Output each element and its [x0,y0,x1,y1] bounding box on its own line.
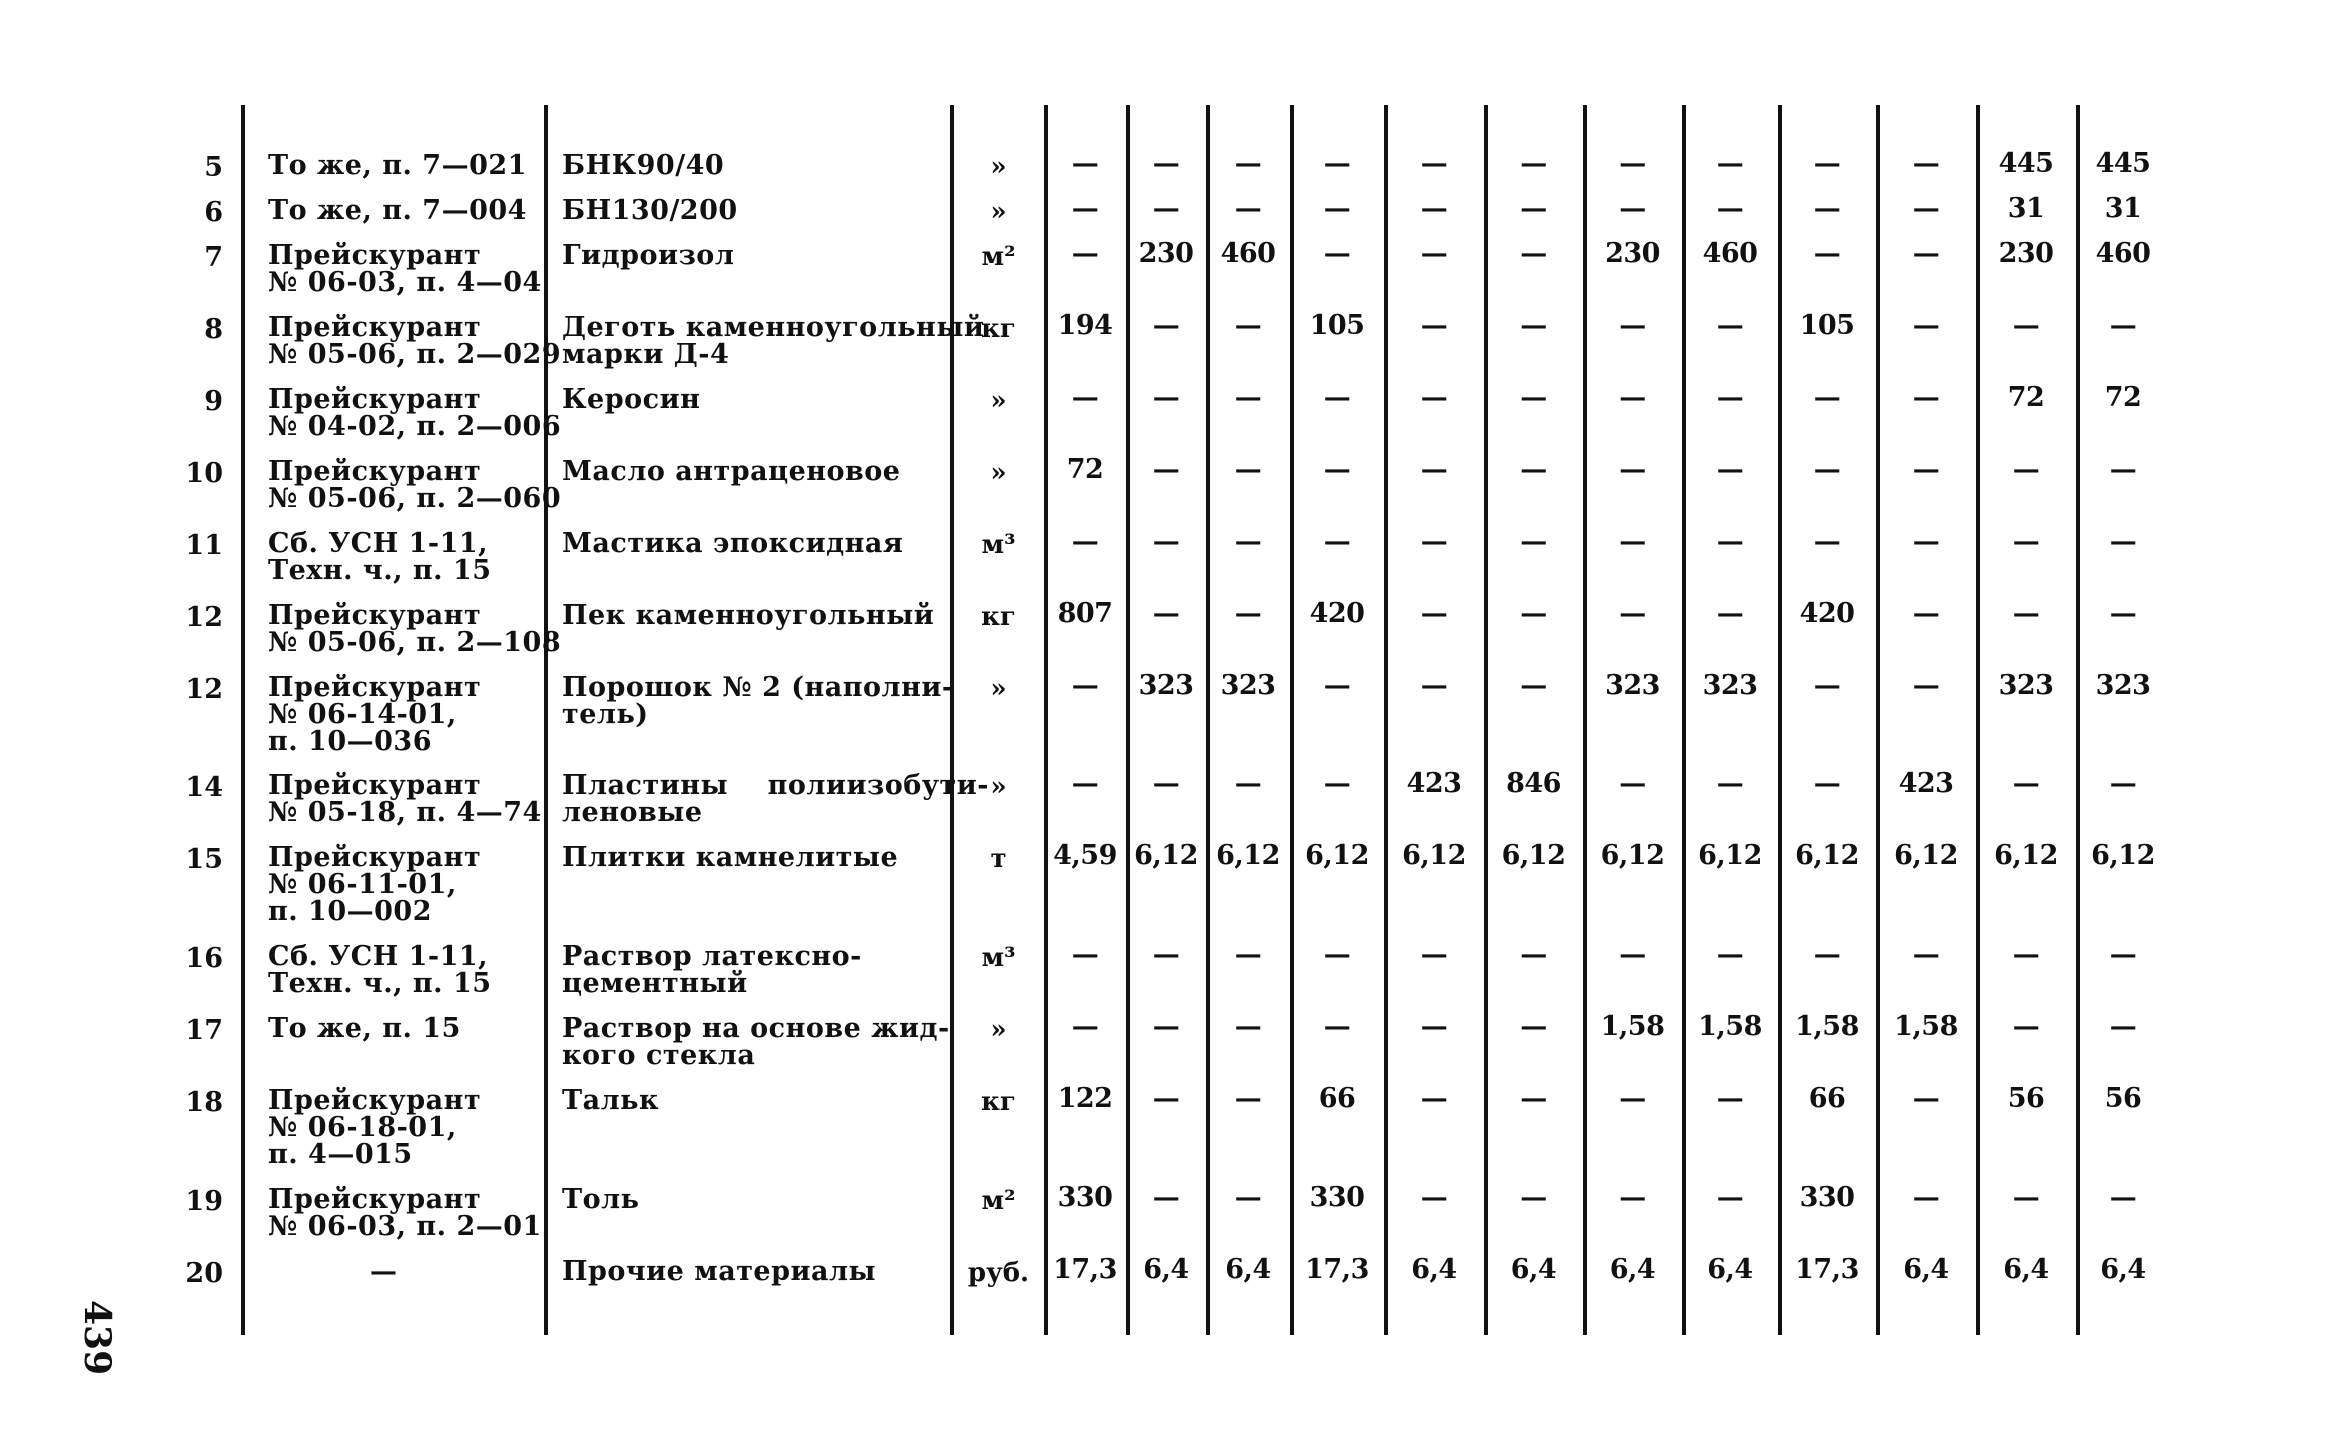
source-reference-line: № 06-14-01, [268,699,457,730]
column-divider [1682,105,1686,1335]
quantity-cell: — [1716,382,1744,413]
quantity-cell: 420 [1309,598,1365,629]
quantity-cell: — [1520,526,1547,557]
quantity-cell: 56 [2104,1083,2142,1114]
quantity-cell: 6,12 [1698,840,1762,871]
quantity-cell: — [1520,1182,1547,1213]
quantity-cell: 66 [1318,1083,1356,1114]
quantity-cell: 445 [2095,148,2151,179]
quantity-cell: — [1716,598,1744,629]
row-number: 10 [185,458,223,489]
row-number: 19 [185,1186,223,1217]
quantity-cell: 6,12 [1600,840,1665,871]
material-name-line: Толь [562,1184,640,1215]
source-reference-line: № 05-06, п. 2—108 [268,627,562,658]
quantity-cell: — [1912,598,1940,629]
quantity-cell: 56 [2007,1083,2045,1114]
quantity-cell: 4,59 [1053,840,1117,871]
row-number: 12 [185,602,223,633]
unit-of-measure: » [990,458,1007,488]
quantity-cell: — [1716,768,1744,799]
quantity-cell: — [1420,526,1448,557]
quantity-cell: — [2109,1182,2137,1213]
quantity-cell: — [1813,526,1841,557]
source-reference-line: № 06-03, п. 4—04 [268,267,542,298]
quantity-cell: — [1420,382,1448,413]
quantity-cell: 17,3 [1053,1254,1117,1285]
source-reference-line: То же, п. 7—021 [268,150,527,181]
quantity-cell: — [1234,454,1262,485]
quantity-cell: — [1323,768,1351,799]
quantity-cell: 66 [1808,1083,1846,1114]
column-divider [1384,105,1388,1335]
material-name-line: Пластины полиизобути- [562,770,990,801]
column-divider [1484,105,1488,1335]
row-number: 20 [185,1258,223,1289]
column-divider [1290,105,1294,1335]
row-number: 14 [185,772,223,803]
source-reference-line: № 06-18-01, [268,1112,457,1143]
row-number: 12 [185,674,223,705]
source-reference-line: Сб. УСН 1-11, [268,528,489,559]
quantity-cell: — [1420,193,1448,224]
source-reference-line: То же, п. 7—004 [268,195,527,226]
quantity-cell: 31 [2007,193,2045,224]
quantity-cell: 6,12 [1305,840,1369,871]
quantity-cell: — [1912,148,1940,179]
unit-of-measure: т [990,844,1007,874]
column-divider [2076,105,2080,1335]
quantity-cell: 460 [1220,238,1276,269]
quantity-cell: — [1234,939,1262,970]
row-number: 9 [204,386,223,417]
quantity-cell: 323 [1220,670,1276,701]
unit-of-measure: кг [981,602,1016,632]
quantity-cell: — [1813,193,1841,224]
quantity-cell: — [1619,382,1646,413]
quantity-cell: — [1071,382,1099,413]
material-name-line: Прочие материалы [562,1256,877,1287]
quantity-cell: 460 [2095,238,2151,269]
material-name-line: Масло антраценовое [562,456,901,487]
quantity-cell: — [1323,148,1351,179]
quantity-cell: — [2109,1011,2137,1042]
quantity-cell: — [1234,1182,1262,1213]
unit-of-measure: » [990,674,1007,704]
quantity-cell: — [1520,148,1547,179]
material-name-line: Плитки камнелитые [562,842,899,873]
quantity-cell: — [2012,1011,2040,1042]
quantity-cell: — [1912,670,1940,701]
row-number: 7 [204,242,223,273]
quantity-cell: 323 [1998,670,2054,701]
quantity-cell: — [1234,193,1262,224]
quantity-cell: — [1323,193,1351,224]
quantity-cell: — [1071,193,1099,224]
unit-of-measure: м² [981,242,1016,272]
quantity-cell: — [1234,148,1262,179]
quantity-cell: 6,12 [1134,840,1198,871]
quantity-cell: — [1071,1011,1099,1042]
quantity-cell: 323 [1702,670,1758,701]
quantity-cell: 807 [1057,598,1113,629]
quantity-cell: — [1071,939,1099,970]
quantity-cell: — [1152,768,1180,799]
unit-of-measure: м³ [981,943,1016,973]
quantity-cell: 105 [1309,310,1365,341]
quantity-cell: — [1420,670,1448,701]
quantity-cell: — [1912,238,1940,269]
quantity-cell: — [1234,382,1262,413]
quantity-cell: 323 [2095,670,2151,701]
quantity-cell: — [1912,526,1940,557]
quantity-cell: 122 [1057,1083,1113,1114]
quantity-cell: 105 [1799,310,1855,341]
source-reference-line: Прейскурант [268,600,482,631]
quantity-cell: 1,58 [1795,1011,1859,1042]
source-reference-line: № 05-18, п. 4—74 [268,797,542,828]
quantity-cell: — [1071,768,1099,799]
quantity-cell: — [2012,939,2040,970]
column-divider [1206,105,1210,1335]
unit-of-measure: руб. [967,1258,1030,1288]
quantity-cell: 6,12 [1795,840,1859,871]
quantity-cell: — [1152,454,1180,485]
material-name-line: марки Д-4 [562,339,730,370]
quantity-cell: — [1813,454,1841,485]
quantity-cell: — [1619,454,1646,485]
unit-of-measure: » [990,1015,1007,1045]
source-reference-line: Прейскурант [268,842,482,873]
quantity-cell: — [1619,1083,1646,1114]
unit-of-measure: » [990,152,1007,182]
source-reference-line: № 05-06, п. 2—029 [268,339,562,370]
column-divider [1044,105,1048,1335]
quantity-cell: 1,58 [1600,1011,1665,1042]
material-name-line: БНК90/40 [562,150,725,181]
quantity-cell: — [1912,939,1940,970]
quantity-cell: — [1813,382,1841,413]
quantity-cell: — [1420,1182,1448,1213]
quantity-cell: — [1716,1182,1744,1213]
column-divider [1778,105,1782,1335]
unit-of-measure: м³ [981,530,1016,560]
quantity-cell: — [1420,1083,1448,1114]
material-name-line: Мастика эпоксидная [562,528,904,559]
source-reference-line: Прейскурант [268,1085,482,1116]
quantity-cell: — [2012,598,2040,629]
source-reference-line: № 06-03, п. 2—01 [268,1211,542,1242]
quantity-cell: 194 [1057,310,1113,341]
material-name-line: Тальк [562,1085,659,1116]
quantity-cell: 445 [1998,148,2054,179]
unit-of-measure: » [990,197,1007,227]
quantity-cell: 6,4 [1143,1254,1189,1285]
unit-of-measure: » [990,386,1007,416]
quantity-cell: — [1152,382,1180,413]
quantity-cell: — [1520,670,1547,701]
quantity-cell: 72 [1066,454,1104,485]
source-reference-line: Прейскурант [268,240,482,271]
material-name-line: цементный [562,968,748,999]
quantity-cell: — [1716,310,1744,341]
quantity-cell: 6,12 [1894,840,1958,871]
quantity-cell: — [1152,1011,1180,1042]
quantity-cell: 1,58 [1894,1011,1958,1042]
quantity-cell: — [1716,454,1744,485]
quantity-cell: — [1813,939,1841,970]
quantity-cell: 1,58 [1698,1011,1762,1042]
row-number: 11 [185,530,223,561]
source-reference-line: Прейскурант [268,384,482,415]
source-reference-line: То же, п. 15 [268,1013,461,1044]
quantity-cell: 72 [2007,382,2045,413]
quantity-cell: — [1152,1083,1180,1114]
quantity-cell: — [2109,454,2137,485]
material-name-line: БН130/200 [562,195,738,226]
quantity-cell: — [1323,382,1351,413]
quantity-cell: — [1234,1011,1262,1042]
row-number: 16 [185,943,223,974]
quantity-cell: 423 [1406,768,1462,799]
quantity-cell: — [1520,939,1547,970]
quantity-cell: — [1152,526,1180,557]
quantity-cell: — [2012,310,2040,341]
source-reference-line: Прейскурант [268,1184,482,1215]
quantity-cell: 6,4 [1510,1254,1557,1285]
quantity-cell: — [1071,238,1099,269]
quantity-cell: 6,12 [1994,840,2058,871]
quantity-cell: — [2012,526,2040,557]
quantity-cell: 6,12 [1216,840,1280,871]
quantity-cell: — [2012,1182,2040,1213]
quantity-cell: — [1912,1182,1940,1213]
quantity-cell: — [2109,768,2137,799]
quantity-cell: 6,4 [1411,1254,1457,1285]
quantity-cell: — [1420,310,1448,341]
source-reference-line: Сб. УСН 1-11, [268,941,489,972]
quantity-cell: — [2109,526,2137,557]
quantity-cell: — [2109,310,2137,341]
quantity-cell: 6,4 [2100,1254,2146,1285]
material-name-line: Раствор на основе жид- [562,1013,950,1044]
quantity-cell: — [1152,598,1180,629]
quantity-cell: — [1323,526,1351,557]
source-reference-line: Техн. ч., п. 15 [268,968,492,999]
quantity-cell: 6,4 [1903,1254,1949,1285]
quantity-cell: 420 [1799,598,1855,629]
quantity-cell: — [1520,1083,1547,1114]
quantity-cell: — [1152,310,1180,341]
quantity-cell: — [1912,454,1940,485]
quantity-cell: 230 [1605,238,1660,269]
source-reference-line: № 06-11-01, [268,869,457,900]
quantity-cell: — [1912,310,1940,341]
column-divider [544,105,548,1335]
quantity-cell: — [1152,939,1180,970]
quantity-cell: — [1520,598,1547,629]
row-number: 15 [185,844,223,875]
quantity-cell: — [2109,598,2137,629]
quantity-cell: 6,4 [1609,1254,1656,1285]
quantity-cell: — [1520,454,1547,485]
row-number: 6 [204,197,223,228]
quantity-cell: 6,12 [1501,840,1566,871]
quantity-cell: — [1912,382,1940,413]
quantity-cell: — [1619,1182,1646,1213]
quantity-cell: — [1234,310,1262,341]
material-name-line: кого стекла [562,1040,756,1071]
row-number: 5 [204,152,223,183]
quantity-cell: — [1071,670,1099,701]
quantity-cell: — [1619,526,1646,557]
quantity-cell: 230 [1138,238,1194,269]
source-reference-line: Прейскурант [268,770,482,801]
source-reference-line: п. 10—002 [268,896,432,927]
quantity-cell: 330 [1309,1182,1365,1213]
quantity-cell: — [1813,238,1841,269]
quantity-cell: — [1234,526,1262,557]
quantity-cell: 6,4 [2003,1254,2049,1285]
quantity-cell: — [1716,148,1744,179]
quantity-cell: 330 [1799,1182,1855,1213]
quantity-cell: — [1071,148,1099,179]
quantity-cell: — [2109,939,2137,970]
quantity-cell: — [1420,454,1448,485]
material-name-line: Деготь каменноугольный [562,312,985,343]
source-reference-line: Прейскурант [268,672,482,703]
quantity-cell: — [1420,939,1448,970]
quantity-cell: — [1420,148,1448,179]
quantity-cell: — [1152,148,1180,179]
quantity-cell: — [1813,670,1841,701]
quantity-cell: — [1520,1011,1547,1042]
row-number: 18 [185,1087,223,1118]
quantity-cell: — [1420,1011,1448,1042]
quantity-cell: 6,12 [2091,840,2155,871]
source-reference-line: Техн. ч., п. 15 [268,555,492,586]
material-name-line: Порошок № 2 (наполни- [562,672,954,703]
source-reference-line: Прейскурант [268,456,482,487]
material-name-line: Керосин [562,384,701,415]
quantity-cell: — [1520,193,1547,224]
quantity-cell: — [1323,670,1351,701]
material-name-line: Гидроизол [562,240,735,271]
material-name-line: Пек каменноугольный [562,600,935,631]
quantity-cell: — [1323,238,1351,269]
quantity-cell: — [1619,939,1646,970]
quantity-cell: 846 [1506,768,1561,799]
quantity-cell: 17,3 [1795,1254,1859,1285]
quantity-cell: — [1520,382,1547,413]
quantity-cell: — [1152,193,1180,224]
quantity-cell: — [1234,768,1262,799]
column-divider [1126,105,1130,1335]
material-name-line: тель) [562,699,649,730]
row-number: 17 [185,1015,223,1046]
quantity-cell: — [1619,598,1646,629]
quantity-cell: — [2012,768,2040,799]
quantity-cell: — [1912,1083,1940,1114]
row-number: 8 [204,314,223,345]
quantity-cell: 323 [1138,670,1194,701]
quantity-cell: — [1234,598,1262,629]
quantity-cell: — [1234,1083,1262,1114]
quantity-cell: — [1323,1011,1351,1042]
column-divider [241,105,245,1335]
quantity-cell: — [1619,193,1646,224]
quantity-cell: — [1420,598,1448,629]
material-name-line: Раствор латексно- [562,941,862,972]
source-reference-line: Прейскурант [268,312,482,343]
quantity-cell: — [1619,148,1646,179]
quantity-cell: 72 [2104,382,2142,413]
quantity-cell: — [1912,193,1940,224]
quantity-cell: — [1716,1083,1744,1114]
material-name-line: леновые [562,797,703,828]
quantity-cell: 6,12 [1402,840,1466,871]
quantity-cell: 460 [1702,238,1758,269]
quantity-cell: 230 [1998,238,2054,269]
quantity-cell: 17,3 [1305,1254,1369,1285]
quantity-cell: 6,4 [1707,1254,1753,1285]
source-reference-line: п. 4—015 [268,1139,413,1170]
quantity-cell: — [1716,526,1744,557]
quantity-cell: — [1420,238,1448,269]
quantity-cell: — [1520,238,1547,269]
quantity-cell: — [1323,454,1351,485]
unit-of-measure: м² [981,1186,1016,1216]
quantity-cell: — [2012,454,2040,485]
column-divider [1583,105,1587,1335]
source-reference-line: № 04-02, п. 2—006 [268,411,562,442]
quantity-cell: 330 [1057,1182,1113,1213]
quantity-cell: — [1716,939,1744,970]
page-number: 439 [76,1300,118,1376]
quantity-cell: — [1813,148,1841,179]
quantity-cell: — [1716,193,1744,224]
source-reference-line: п. 10—036 [268,726,432,757]
source-reference-line: — [370,1256,398,1287]
source-reference-line: № 05-06, п. 2—060 [268,483,562,514]
quantity-cell: — [1071,526,1099,557]
quantity-cell: 423 [1898,768,1954,799]
quantity-cell: — [1813,768,1841,799]
unit-of-measure: » [990,772,1007,802]
quantity-cell: — [1323,939,1351,970]
quantity-cell: — [1520,310,1547,341]
column-divider [950,105,954,1335]
quantity-cell: 6,4 [1225,1254,1271,1285]
column-divider [1876,105,1880,1335]
quantity-cell: — [1619,768,1646,799]
quantity-cell: 31 [2104,193,2142,224]
column-divider [1976,105,1980,1335]
quantity-cell: — [1152,1182,1180,1213]
unit-of-measure: кг [981,314,1016,344]
quantity-cell: 323 [1605,670,1660,701]
quantity-cell: — [1619,310,1646,341]
unit-of-measure: кг [981,1087,1016,1117]
